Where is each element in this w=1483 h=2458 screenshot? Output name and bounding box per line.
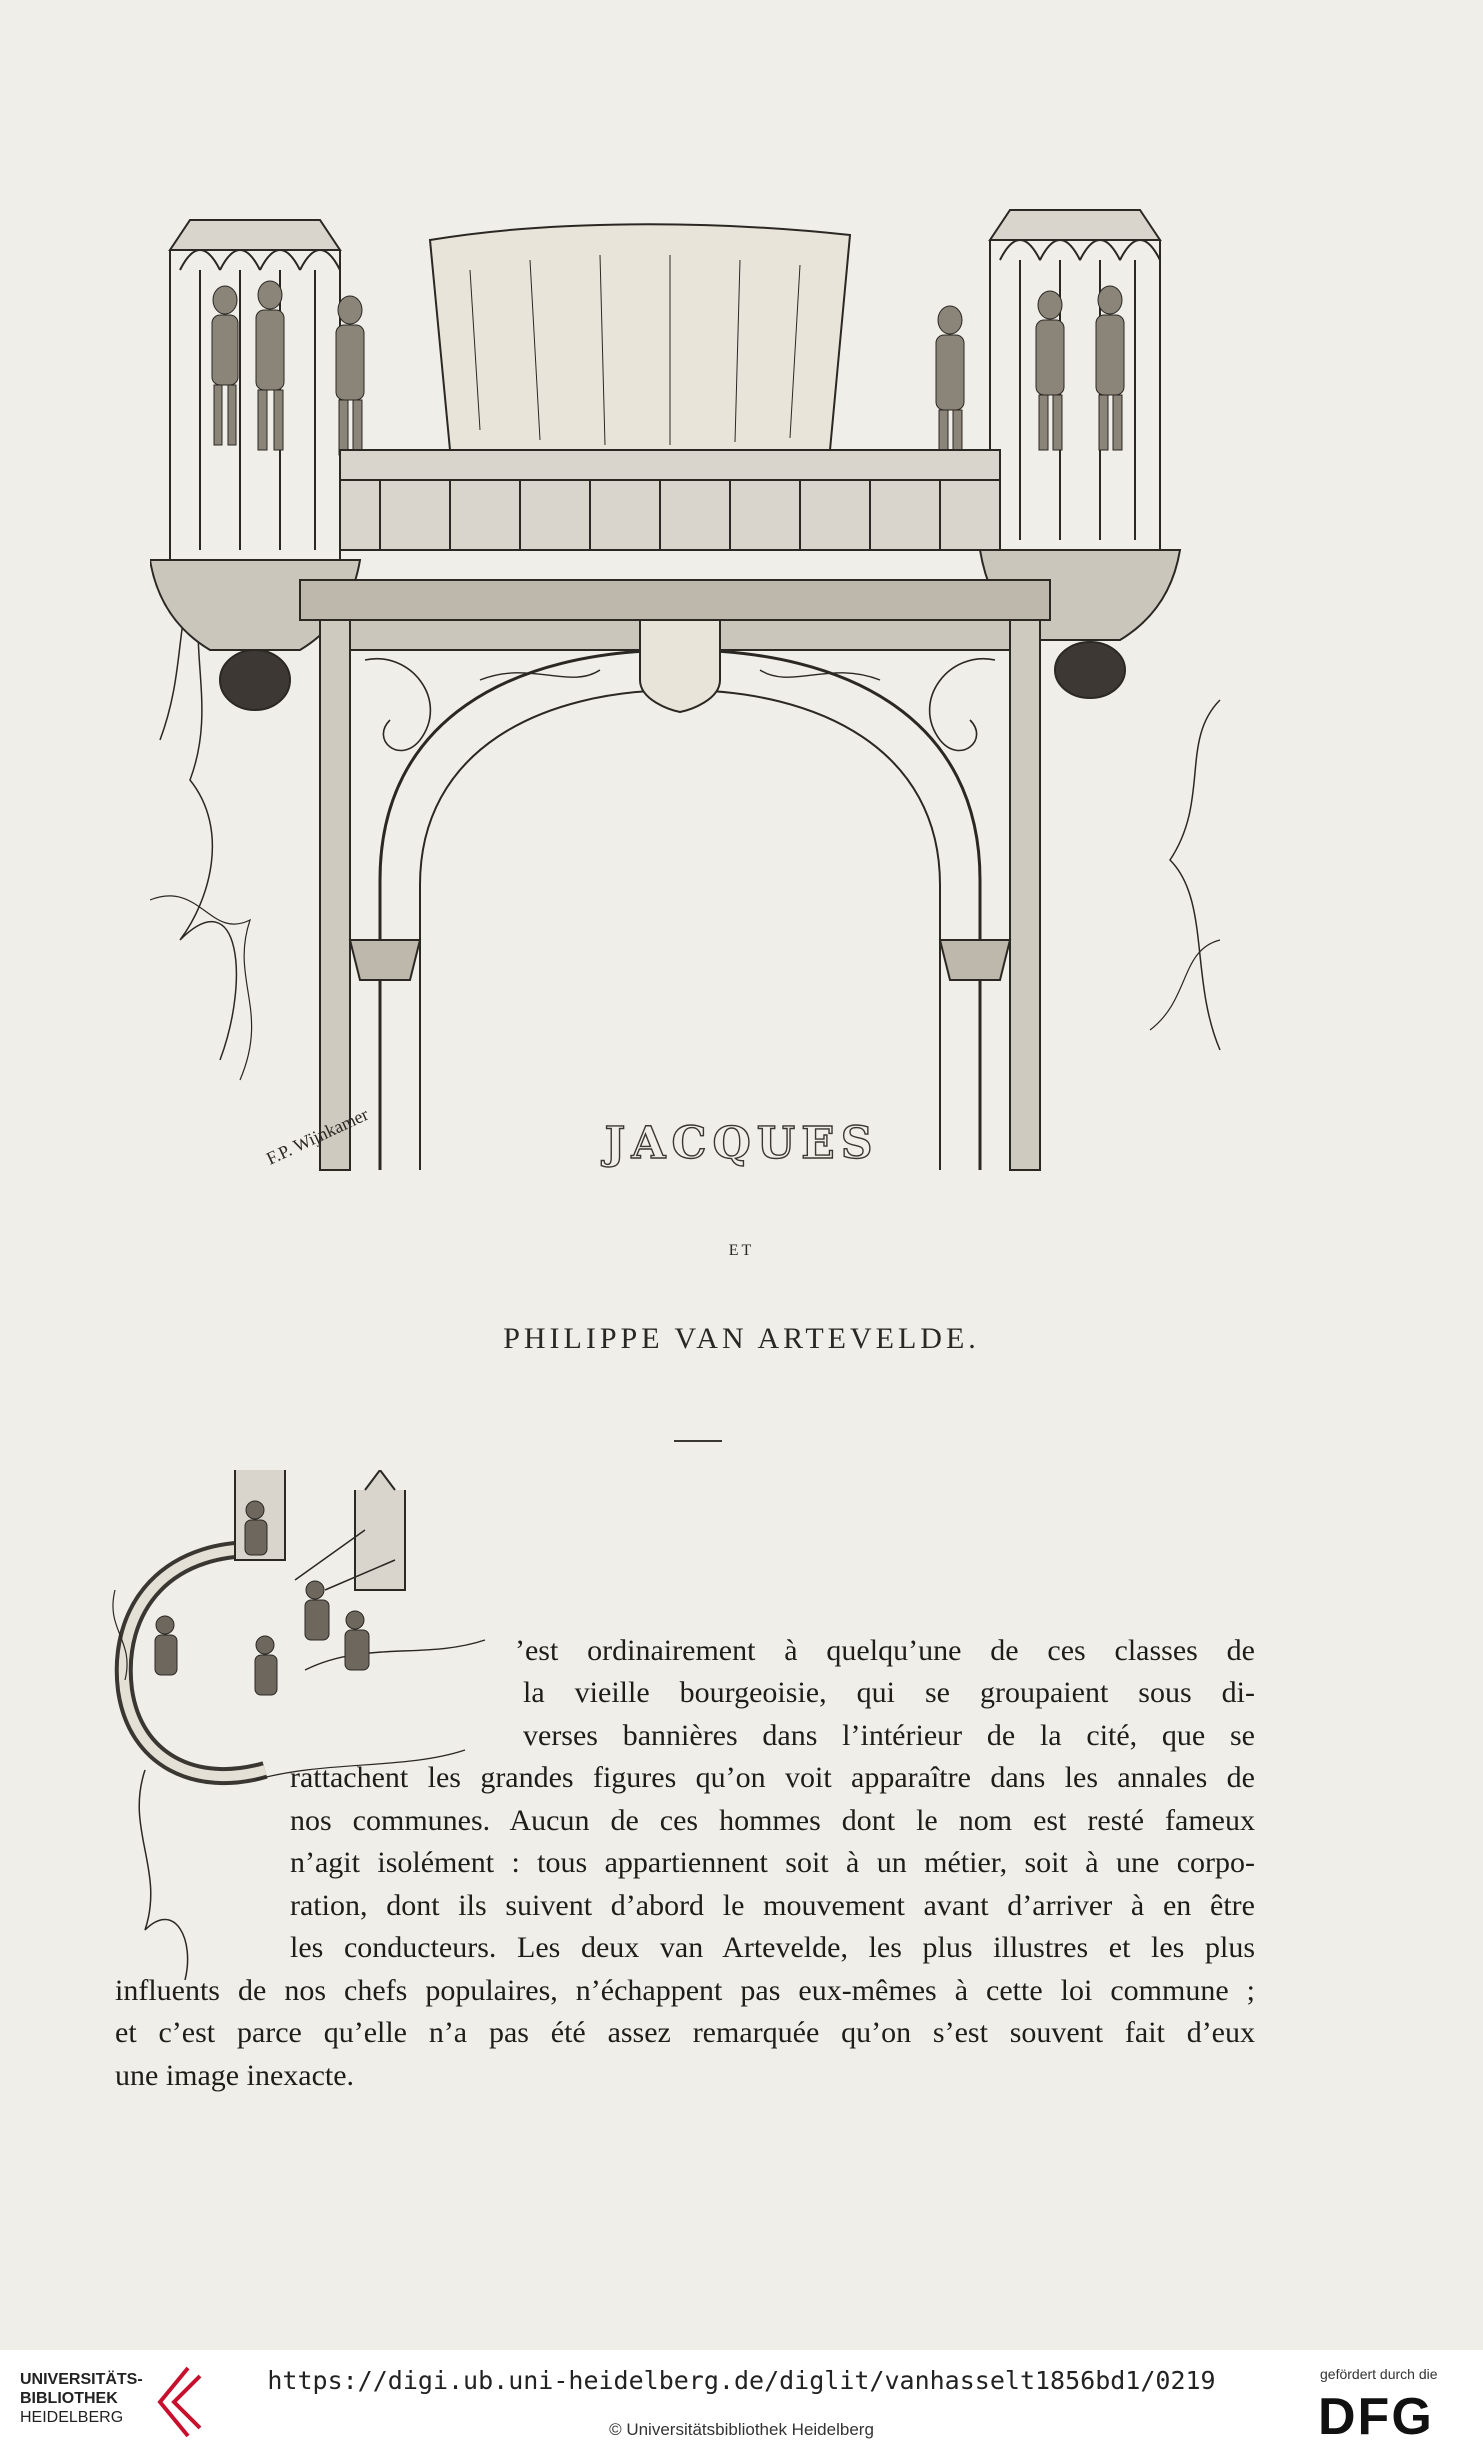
paragraph-line: une image inexacte.	[115, 2059, 355, 2092]
funding-note: gefördert durch die	[1320, 2366, 1438, 2382]
dfg-logo[interactable]	[1318, 2386, 1458, 2442]
paragraph-line: nos communes. Aucun de ces hommes dont le nom est resté fameux	[290, 1804, 1255, 1837]
permalink-url[interactable]: https://digi.ub.uni-heidelberg.de/diglit/vanhasselt1856bd1/0219	[267, 2366, 1216, 2395]
svg-text:DFG: DFG	[1318, 2388, 1434, 2442]
paragraph-line: les conducteurs. Les deux van Artevelde, les plus illustres et les plus	[290, 1931, 1255, 1964]
title-philippe-van-artevelde: PHILIPPE VAN ARTEVELDE.	[503, 1322, 980, 1355]
paragraph-line: rattachent les grandes figures qu’on voit apparaître dans les annales de	[290, 1761, 1255, 1794]
gothic-balcony-engraving	[150, 180, 1230, 1190]
library-name-line2: BIBLIOTHEK	[20, 2390, 118, 2407]
paragraph-line: ration, dont ils suivent d’abord le mouvement avant d’arriver à en être	[290, 1889, 1255, 1922]
library-name-line1: UNIVERSITÄTS-	[20, 2371, 143, 2388]
copyright-notice: © Universitätsbibliothek Heidelberg	[609, 2420, 874, 2439]
paragraph-line: et c’est parce qu’elle n’a pas été assez remarquée qu’on s’est souvent fait d’eux	[115, 2016, 1255, 2049]
paragraph-line: la vieille bourgeoisie, qui se groupaient sous di-	[523, 1676, 1255, 1709]
library-name-line3: HEIDELBERG	[20, 2409, 124, 2426]
paragraph-line: verses bannières dans l’intérieur de la cité, que se	[523, 1719, 1255, 1752]
paragraph-line: n’agit isolément : tous appartiennent soit à un métier, soit à une corpo-	[290, 1846, 1255, 1879]
title-jacques: JACQUES	[604, 1118, 879, 1169]
title-et: ET	[728, 1242, 755, 1259]
paragraph-line: influents de nos chefs populaires, n’échappent pas eux-mêmes à cette loi commune ;	[115, 1974, 1255, 2007]
paragraph-line: ’est ordinairement à quelqu’une de ces classes de	[515, 1634, 1255, 1667]
title-divider-rule	[674, 1440, 722, 1442]
engraver-signature: F.P. Wijnkamer	[263, 1104, 372, 1169]
